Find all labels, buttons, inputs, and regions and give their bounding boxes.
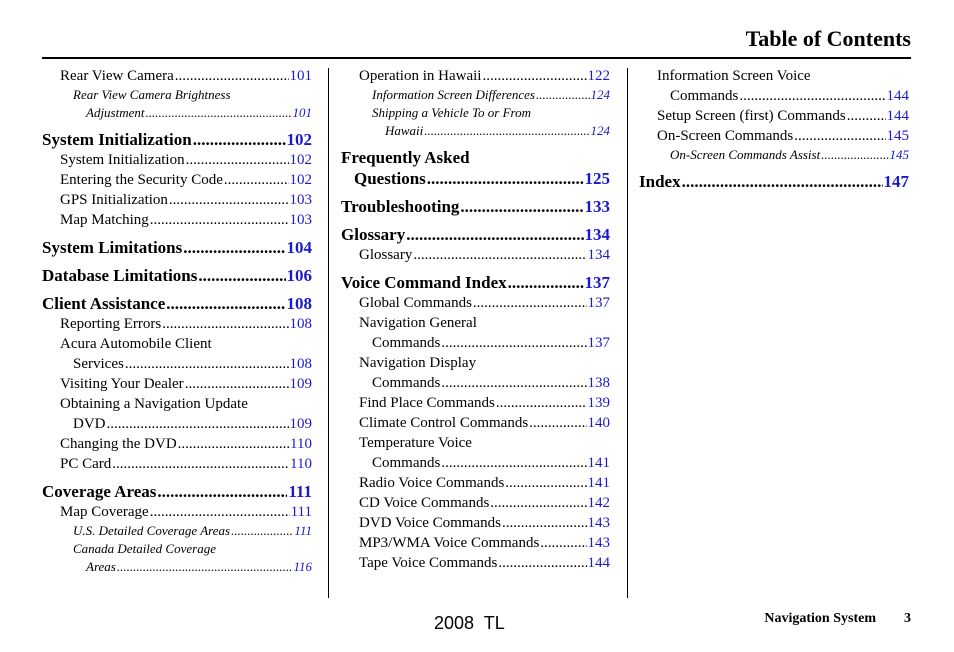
column-divider: [627, 68, 628, 598]
dot-leader: [847, 106, 886, 126]
toc-entry[interactable]: [42, 434, 312, 454]
dot-leader: [107, 414, 289, 434]
dot-leader: [536, 86, 590, 104]
dot-leader: [529, 413, 586, 433]
dot-leader: [157, 481, 287, 502]
toc-heading-entry[interactable]: [42, 481, 312, 502]
header-rule: [42, 57, 911, 59]
toc-entry-label: Temperature Voice: [359, 435, 472, 451]
toc-entry-label: Index: [639, 172, 681, 191]
dot-leader: [739, 86, 885, 106]
page-link[interactable]: 109: [289, 416, 312, 432]
page-link[interactable]: 104: [286, 238, 312, 257]
toc-heading-entry[interactable]: [42, 237, 312, 258]
toc-entry: [42, 334, 312, 354]
page-link[interactable]: 103: [289, 212, 312, 228]
toc-entry[interactable]: [42, 210, 312, 230]
toc-heading-entry[interactable]: [341, 224, 610, 245]
column-divider: [328, 68, 329, 598]
dot-leader: [112, 454, 289, 474]
page-link[interactable]: 142: [587, 495, 610, 511]
toc-entry[interactable]: [341, 293, 610, 313]
toc-entry: [341, 433, 610, 453]
page-link[interactable]: 101: [292, 105, 312, 120]
toc-heading-entry[interactable]: [639, 171, 909, 192]
toc-entry-label: Services: [73, 356, 124, 372]
toc-entry-label: Acura Automobile Client: [60, 336, 212, 352]
toc-entry-label: Commands: [372, 375, 441, 391]
dot-leader: [441, 373, 586, 393]
dot-leader: [175, 66, 289, 86]
dot-leader: [224, 170, 289, 190]
dot-leader: [166, 293, 285, 314]
toc-entry[interactable]: [42, 354, 312, 374]
page-number: 3: [904, 611, 911, 626]
toc-entry-label: Glossary: [359, 247, 413, 263]
toc-entry-label: Client Assistance: [42, 294, 166, 313]
vehicle-model: 2008 TL: [434, 613, 505, 633]
toc-subentry: [341, 104, 610, 122]
section-name: Navigation System: [764, 611, 876, 626]
toc-entry-label: System Limitations: [42, 238, 183, 257]
toc-entry: [341, 353, 610, 373]
page-link[interactable]: 108: [289, 356, 312, 372]
page-title: Table of Contents: [745, 26, 911, 51]
page-link[interactable]: 137: [584, 273, 610, 292]
dot-leader: [540, 533, 586, 553]
toc-entry-label: Rear View Camera: [60, 68, 174, 84]
toc-entry-label: Operation in Hawaii: [359, 68, 482, 84]
page-link[interactable]: 116: [293, 559, 312, 574]
toc-subentry[interactable]: [42, 558, 312, 576]
toc-entry-label: Find Place Commands: [359, 395, 495, 411]
dot-leader: [169, 190, 289, 210]
dot-leader: [406, 224, 583, 245]
toc-entry: [42, 394, 312, 414]
page-link[interactable]: 137: [587, 295, 610, 311]
toc-entry-label: PC Card: [60, 456, 112, 472]
toc-entry-label: Troubleshooting: [341, 197, 460, 216]
dot-leader: [821, 146, 888, 164]
page-link[interactable]: 110: [290, 436, 312, 452]
toc-entry[interactable]: [341, 453, 610, 473]
page-link[interactable]: 143: [587, 515, 610, 531]
page-link[interactable]: 108: [289, 316, 312, 332]
toc-entry-label: Rear View Camera Brightness: [73, 87, 231, 102]
toc-entry[interactable]: [639, 126, 909, 146]
dot-leader: [482, 66, 586, 86]
page-link[interactable]: 122: [587, 68, 610, 84]
dot-leader: [508, 272, 584, 293]
dot-leader: [473, 293, 587, 313]
toc-entry-label: Frequently Asked: [341, 148, 470, 167]
toc-entry[interactable]: [341, 413, 610, 433]
dot-leader: [185, 374, 289, 394]
toc-entry-label: Obtaining a Navigation Update: [60, 396, 248, 412]
toc-entry[interactable]: [341, 533, 610, 553]
toc-entry-label: Entering the Security Code: [60, 172, 223, 188]
page-link[interactable]: 102: [289, 172, 312, 188]
toc-entry-label: System Initialization: [60, 152, 185, 168]
toc-column-1: [42, 66, 312, 576]
page-link[interactable]: 143: [587, 535, 610, 551]
dot-leader: [183, 237, 285, 258]
dot-leader: [150, 502, 290, 522]
toc-entry-label: DVD: [73, 416, 106, 432]
page-link[interactable]: 144: [886, 88, 909, 104]
page-link[interactable]: 111: [288, 482, 312, 501]
toc-entry-label: Reporting Errors: [60, 316, 162, 332]
dot-leader: [460, 196, 583, 217]
toc-entry[interactable]: [341, 333, 610, 353]
dot-leader: [146, 104, 292, 122]
toc-entry-label: Map Coverage: [60, 504, 149, 520]
dot-leader: [496, 393, 587, 413]
page-link[interactable]: 145: [889, 147, 909, 162]
toc-entry-label: Adjustment: [86, 105, 145, 120]
page-link[interactable]: 103: [289, 192, 312, 208]
page-link[interactable]: 134: [587, 247, 610, 263]
toc-entry-label: Voice Command Index: [341, 273, 507, 292]
toc-entry-label: On-Screen Commands: [657, 128, 794, 144]
toc-entry-label: Global Commands: [359, 295, 472, 311]
dot-leader: [178, 434, 289, 454]
toc-entry[interactable]: [341, 393, 610, 413]
page-link[interactable]: 141: [587, 455, 610, 471]
page-link[interactable]: 101: [289, 68, 312, 84]
dot-leader: [125, 354, 289, 374]
toc-entry[interactable]: [341, 553, 610, 573]
toc-entry-label: Climate Control Commands: [359, 415, 529, 431]
dot-leader: [502, 513, 587, 533]
toc-entry-label: On-Screen Commands Assist: [670, 147, 821, 162]
page-link[interactable]: 109: [289, 376, 312, 392]
toc-subentry[interactable]: [639, 146, 909, 164]
toc-column-2: [341, 66, 610, 573]
toc-entry-label: Canada Detailed Coverage: [73, 541, 216, 556]
dot-leader: [162, 314, 288, 334]
dot-leader: [186, 150, 289, 170]
toc-entry[interactable]: [639, 106, 909, 126]
dot-leader: [198, 265, 285, 286]
page-link[interactable]: 124: [590, 87, 610, 102]
page-link[interactable]: 110: [290, 456, 312, 472]
toc-entry-label: Commands: [372, 455, 441, 471]
toc-heading-entry[interactable]: [42, 265, 312, 286]
toc-heading-entry[interactable]: [42, 129, 312, 150]
page-link[interactable]: 137: [587, 335, 610, 351]
toc-entry[interactable]: [42, 502, 312, 522]
toc-entry-label: Database Limitations: [42, 266, 198, 285]
toc-column-3: [639, 66, 909, 192]
toc-heading-entry[interactable]: [341, 272, 610, 293]
toc-entry[interactable]: [341, 473, 610, 493]
page-link[interactable]: 139: [587, 395, 610, 411]
dot-leader: [498, 553, 586, 573]
toc-entry-label: CD Voice Commands: [359, 495, 490, 511]
toc-entry[interactable]: [639, 86, 909, 106]
toc-entry[interactable]: [42, 414, 312, 434]
page-link[interactable]: 111: [290, 504, 312, 520]
toc-entry-label: GPS Initialization: [60, 192, 168, 208]
page-link[interactable]: 144: [886, 108, 909, 124]
page-link[interactable]: 141: [587, 475, 610, 491]
toc-entry-label: Tape Voice Commands: [359, 555, 498, 571]
toc-entry-label: Coverage Areas: [42, 482, 157, 501]
dot-leader: [413, 245, 586, 265]
page-link[interactable]: 138: [587, 375, 610, 391]
dot-leader: [794, 126, 885, 146]
toc-entry-label: MP3/WMA Voice Commands: [359, 535, 540, 551]
toc-entry-label: System Initialization: [42, 130, 192, 149]
page-link[interactable]: 124: [590, 123, 610, 138]
dot-leader: [682, 171, 883, 192]
toc-subentry[interactable]: [42, 104, 312, 122]
toc-subentry: [42, 86, 312, 104]
toc-entry[interactable]: [42, 454, 312, 474]
page-link[interactable]: 102: [286, 130, 312, 149]
page-link[interactable]: 134: [584, 225, 610, 244]
toc-subentry: [42, 540, 312, 558]
toc-entry[interactable]: [42, 66, 312, 86]
toc-entry-label: Glossary: [341, 225, 406, 244]
toc-entry-label: Commands: [372, 335, 441, 351]
toc-entry[interactable]: [42, 374, 312, 394]
toc-entry[interactable]: [341, 493, 610, 513]
toc-heading-entry[interactable]: [341, 168, 610, 189]
dot-leader: [441, 453, 586, 473]
toc-heading-entry[interactable]: [341, 196, 610, 217]
page-link[interactable]: 133: [584, 197, 610, 216]
page-link[interactable]: 106: [286, 266, 312, 285]
page-link[interactable]: 144: [587, 555, 610, 571]
page-link[interactable]: 111: [294, 523, 312, 538]
dot-leader: [424, 122, 589, 140]
toc-entry-label: Hawaii: [385, 123, 424, 138]
toc-entry-label: Changing the DVD: [60, 436, 177, 452]
page-link[interactable]: 108: [286, 294, 312, 313]
dot-leader: [441, 333, 586, 353]
toc-entry[interactable]: [341, 245, 610, 265]
toc-entry: [341, 313, 610, 333]
toc-entry: [639, 66, 909, 86]
toc-entry[interactable]: [42, 150, 312, 170]
toc-entry-label: Commands: [670, 88, 739, 104]
toc-entry[interactable]: [42, 170, 312, 190]
dot-leader: [490, 493, 586, 513]
toc-entry[interactable]: [341, 513, 610, 533]
page-link[interactable]: 125: [584, 169, 610, 188]
toc-entry-label: Areas: [86, 559, 116, 574]
toc-entry[interactable]: [42, 190, 312, 210]
toc-entry[interactable]: [42, 314, 312, 334]
toc-subentry[interactable]: [42, 522, 312, 540]
page-link[interactable]: 140: [587, 415, 610, 431]
dot-leader: [427, 168, 584, 189]
dot-leader: [231, 522, 293, 540]
toc-entry-label: Visiting Your Dealer: [60, 376, 184, 392]
toc-entry[interactable]: [341, 373, 610, 393]
page-link[interactable]: 147: [883, 172, 909, 191]
toc-entry-label: Information Screen Voice: [657, 68, 811, 84]
dot-leader: [117, 558, 293, 576]
toc-heading-entry: [341, 147, 610, 168]
toc-entry-label: Navigation General: [359, 315, 477, 331]
toc-entry-label: DVD Voice Commands: [359, 515, 501, 531]
toc-entry-label: Questions: [354, 169, 426, 188]
toc-entry-label: Radio Voice Commands: [359, 475, 505, 491]
toc-heading-entry[interactable]: [42, 293, 312, 314]
toc-entry-label: Navigation Display: [359, 355, 477, 371]
toc-entry-label: Setup Screen (first) Commands: [657, 108, 846, 124]
dot-leader: [150, 210, 289, 230]
toc-entry-label: Map Matching: [60, 212, 149, 228]
toc-entry-label: U.S. Detailed Coverage Areas: [73, 523, 231, 538]
page-link[interactable]: 102: [289, 152, 312, 168]
toc-subentry[interactable]: [341, 86, 610, 104]
dot-leader: [193, 129, 286, 150]
page-link[interactable]: 145: [886, 128, 909, 144]
toc-entry-label: Information Screen Differences: [372, 87, 535, 102]
toc-subentry[interactable]: [341, 122, 610, 140]
toc-entry-label: Shipping a Vehicle To or From: [372, 105, 532, 120]
dot-leader: [505, 473, 586, 493]
toc-entry[interactable]: [341, 66, 610, 86]
